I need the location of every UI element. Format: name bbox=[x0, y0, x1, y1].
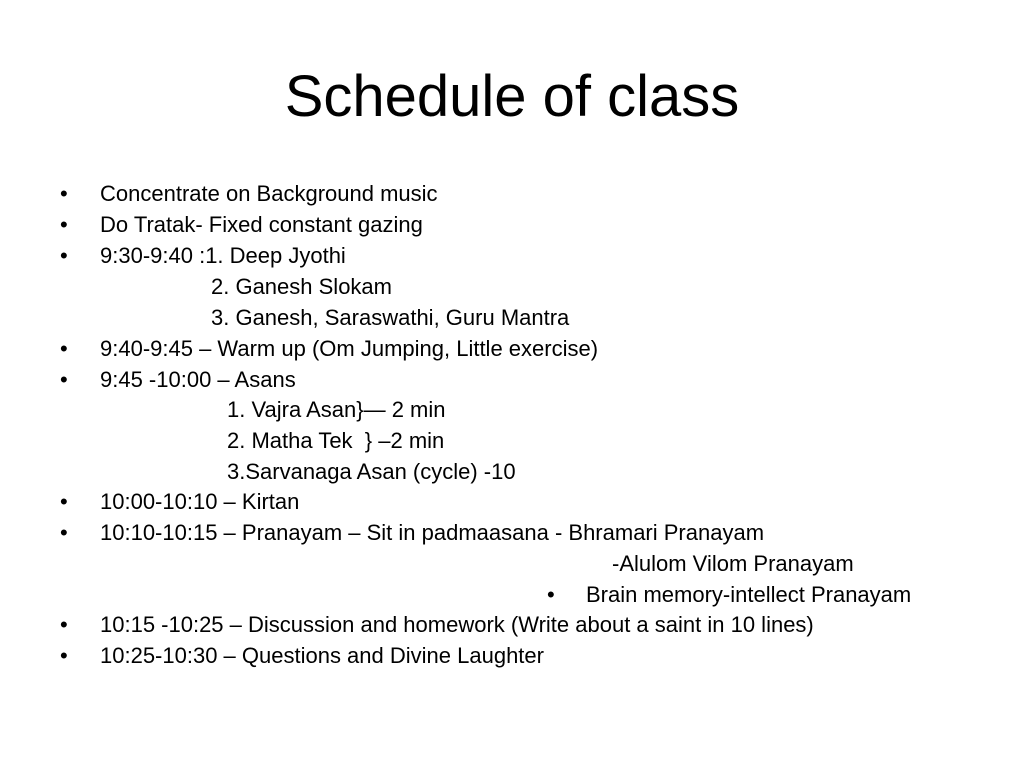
bullet-marker: • bbox=[60, 612, 68, 637]
bullet-marker: • bbox=[60, 336, 68, 361]
schedule-line: 10:15 -10:25 – Discussion and homework (Write about a saint in 10 lines) bbox=[100, 612, 814, 637]
schedule-line: 9:45 -10:00 – Asans bbox=[100, 367, 296, 392]
schedule-subline: 1. Vajra Asan}— 2 min bbox=[227, 397, 446, 422]
bullet-marker: • bbox=[60, 212, 68, 237]
slide-title: Schedule of class bbox=[284, 64, 740, 129]
bullet-marker: • bbox=[547, 582, 555, 607]
schedule-subline: 2. Ganesh Slokam bbox=[211, 274, 392, 299]
bullet-marker: • bbox=[60, 643, 68, 668]
bullet-marker: • bbox=[60, 181, 68, 206]
schedule-line: Concentrate on Background music bbox=[100, 181, 438, 206]
schedule-line: Do Tratak- Fixed constant gazing bbox=[100, 212, 423, 237]
schedule-line: Brain memory-intellect Pranayam bbox=[586, 582, 912, 607]
schedule-subline: 3. Ganesh, Saraswathi, Guru Mantra bbox=[211, 305, 570, 330]
bullet-marker: • bbox=[60, 489, 68, 514]
schedule-line: 10:25-10:30 – Questions and Divine Laughter bbox=[100, 643, 544, 668]
schedule-subline: -Alulom Vilom Pranayam bbox=[612, 551, 854, 576]
bullet-marker: • bbox=[60, 243, 68, 268]
bullet-marker: • bbox=[60, 367, 68, 392]
schedule-line: 10:10-10:15 – Pranayam – Sit in padmaasana - Bhramari Pranayam bbox=[100, 520, 765, 545]
bullet-marker: • bbox=[60, 520, 68, 545]
schedule-line: 10:00-10:10 – Kirtan bbox=[100, 489, 300, 514]
schedule-subline: 3.Sarvanaga Asan (cycle) -10 bbox=[227, 459, 516, 484]
schedule-line: 9:30-9:40 :1. Deep Jyothi bbox=[100, 243, 346, 268]
schedule-subline: 2. Matha Tek } –2 min bbox=[227, 428, 445, 453]
schedule-line: 9:40-9:45 – Warm up (Om Jumping, Little exercise) bbox=[100, 336, 599, 361]
